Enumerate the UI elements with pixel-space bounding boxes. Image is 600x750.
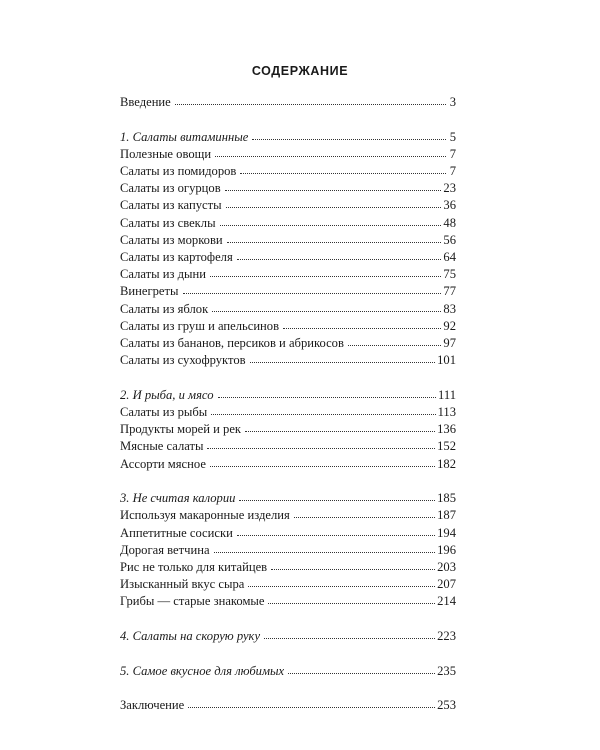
group-spacer	[120, 680, 456, 698]
dot-leader	[248, 576, 435, 588]
toc-entry-page-number: 83	[443, 301, 456, 316]
toc-entry-label: Винегреты	[120, 284, 179, 299]
toc-entry[interactable]	[120, 352, 456, 369]
toc-entry-label: Салаты из бананов, персиков и абрикосов	[120, 335, 344, 350]
toc-entry[interactable]	[120, 559, 456, 576]
toc-entry-page-number: 152	[437, 439, 456, 454]
dot-leader	[226, 197, 442, 209]
toc-entry-label: Дорогая ветчина	[120, 542, 210, 557]
dot-leader	[264, 628, 435, 640]
toc-entry-label: Рис не только для китайцев	[120, 560, 268, 574]
dot-leader	[210, 266, 441, 278]
toc-entry-page-number: 223	[437, 629, 456, 644]
toc-entry-page-number: 207	[437, 577, 456, 592]
toc-entry-label: Грибы — старые знакомые	[120, 594, 265, 609]
toc-entry-page-number: 7	[449, 164, 456, 179]
toc-entry-label: Салаты из картофеля	[120, 250, 233, 264]
group-spacer	[120, 369, 456, 387]
toc-entry-label: Полезные овощи	[120, 146, 212, 161]
toc-entry-page-number: 56	[443, 232, 456, 247]
toc-section-entry[interactable]	[120, 663, 456, 680]
toc-entry-page-number: 203	[437, 560, 456, 574]
toc-entry-label: Изысканный вкус сыра	[120, 577, 245, 592]
toc-entry-page-number: 23	[443, 181, 456, 196]
toc-entry-page-number: 196	[437, 542, 456, 557]
toc-entry[interactable]	[120, 318, 456, 335]
toc-entry-page-number: 253	[437, 698, 456, 713]
toc-entry-page-number: 194	[437, 525, 456, 540]
dot-leader	[250, 352, 436, 364]
dot-leader	[227, 232, 442, 244]
toc-entry-page-number: 111	[438, 387, 456, 402]
group-spacer	[120, 111, 456, 129]
toc-entry[interactable]	[120, 507, 456, 524]
toc-entry[interactable]	[120, 456, 456, 473]
toc-entry-page-number: 7	[449, 146, 456, 161]
dot-leader	[212, 301, 441, 313]
toc-entry-page-number: 136	[437, 422, 456, 437]
dot-leader	[252, 129, 446, 141]
toc-entry-page-number: 36	[443, 198, 456, 213]
toc-entry-label: Салаты из яблок	[120, 301, 209, 316]
toc-entry[interactable]	[120, 593, 456, 610]
dot-leader	[239, 490, 435, 502]
toc-entry-page-number: 113	[437, 405, 456, 419]
toc-entry-page-number: 97	[443, 335, 456, 350]
dot-leader	[220, 215, 442, 227]
toc-entry-label: Салаты из моркови	[120, 232, 223, 247]
toc-entry-label: Салаты из дыни	[120, 267, 206, 282]
toc-entry[interactable]	[120, 576, 456, 593]
toc-entry-page-number: 235	[437, 663, 456, 678]
toc-entry-label: 3. Не считая калории	[120, 491, 236, 506]
group-spacer	[120, 645, 456, 663]
toc-entry[interactable]	[120, 525, 456, 542]
toc-entry-label: Аппетитные сосиски	[120, 525, 233, 540]
toc-entry-label: Продукты морей и рек	[120, 422, 242, 437]
toc-entry-label: 5. Самое вкусное для любимых	[120, 663, 285, 678]
toc-entry-page-number: 187	[437, 508, 456, 523]
dot-leader	[175, 94, 446, 106]
toc-entry-label: Мясные салаты	[120, 439, 204, 454]
toc-entry[interactable]	[120, 163, 456, 180]
toc-entry-label: Используя макаронные изделия	[120, 508, 290, 523]
toc-entry-page-number: 92	[443, 318, 456, 333]
dot-leader	[188, 697, 435, 709]
toc-section-entry[interactable]	[120, 387, 456, 404]
toc-entry-label: Салаты из огурцов	[120, 181, 221, 196]
toc-entry-page-number: 5	[449, 129, 456, 144]
group-spacer	[120, 473, 456, 491]
toc-entry[interactable]	[120, 94, 456, 111]
dot-leader	[294, 507, 435, 519]
toc-entry[interactable]	[120, 146, 456, 163]
dot-leader	[210, 456, 435, 468]
dot-leader	[211, 404, 435, 416]
toc-entry-page-number: 214	[437, 594, 456, 609]
dot-leader	[237, 249, 442, 261]
toc-entry-label: Салаты из свеклы	[120, 215, 216, 230]
toc-entry-label: Салаты из груш и апельсинов	[120, 318, 280, 333]
dot-leader	[225, 180, 442, 192]
toc-entry-page-number: 77	[443, 284, 456, 299]
dot-leader	[288, 663, 435, 675]
toc-entry[interactable]	[120, 197, 456, 214]
toc-entry-label: Заключение	[120, 698, 185, 713]
toc-entry[interactable]	[120, 438, 456, 455]
toc-entry-page-number: 185	[437, 491, 456, 506]
dot-leader	[237, 525, 435, 537]
dot-leader	[218, 387, 437, 399]
toc-entry[interactable]	[120, 697, 456, 714]
toc-entry-label: Ассорти мясное	[120, 456, 206, 471]
toc-entry[interactable]	[120, 283, 456, 300]
toc-entry-label: Салаты из сухофруктов	[120, 353, 246, 368]
toc-section-entry[interactable]	[120, 129, 456, 146]
toc-entry-page-number: 182	[437, 456, 456, 471]
toc-entry-label: Салаты из помидоров	[120, 164, 237, 179]
toc-entry-page-number: 48	[443, 215, 456, 230]
toc-entry[interactable]	[120, 266, 456, 283]
dot-leader	[215, 146, 446, 158]
toc-entry-label: Салаты из рыбы	[120, 405, 208, 419]
dot-leader	[207, 438, 435, 450]
toc-entry[interactable]	[120, 542, 456, 559]
dot-leader	[283, 318, 441, 330]
dot-leader	[214, 542, 436, 554]
toc-entry-page-number: 3	[449, 95, 456, 109]
group-spacer	[120, 611, 456, 629]
toc-entry[interactable]	[120, 215, 456, 232]
toc-entry-label: Введение	[120, 95, 171, 109]
toc-entry-label: 2. И рыба, и мясо	[120, 387, 214, 402]
toc-section-entry[interactable]	[120, 628, 456, 645]
toc-entry-page-number: 75	[443, 267, 456, 282]
dot-leader	[268, 593, 435, 605]
toc-entry[interactable]	[120, 335, 456, 352]
toc-entry[interactable]	[120, 249, 456, 266]
toc-entry[interactable]	[120, 404, 456, 421]
toc-entry[interactable]	[120, 301, 456, 318]
toc-entry-page-number: 64	[443, 250, 456, 264]
dot-leader	[183, 283, 442, 295]
toc-entry[interactable]	[120, 180, 456, 197]
toc-entry-label: 4. Салаты на скорую руку	[120, 629, 261, 644]
toc-entry-page-number: 101	[437, 353, 456, 368]
dot-leader	[348, 335, 442, 347]
toc-entry-label: Салаты из капусты	[120, 198, 222, 213]
toc-entry-label: 1. Салаты витаминные	[120, 129, 249, 144]
toc-entry[interactable]	[120, 421, 456, 438]
toc-section-entry[interactable]	[120, 490, 456, 507]
toc-entry[interactable]	[120, 232, 456, 249]
dot-leader	[245, 421, 435, 433]
table-of-contents	[120, 94, 456, 715]
page-title: СОДЕРЖАНИЕ	[251, 64, 349, 78]
dot-leader	[240, 163, 446, 175]
dot-leader	[271, 559, 435, 571]
